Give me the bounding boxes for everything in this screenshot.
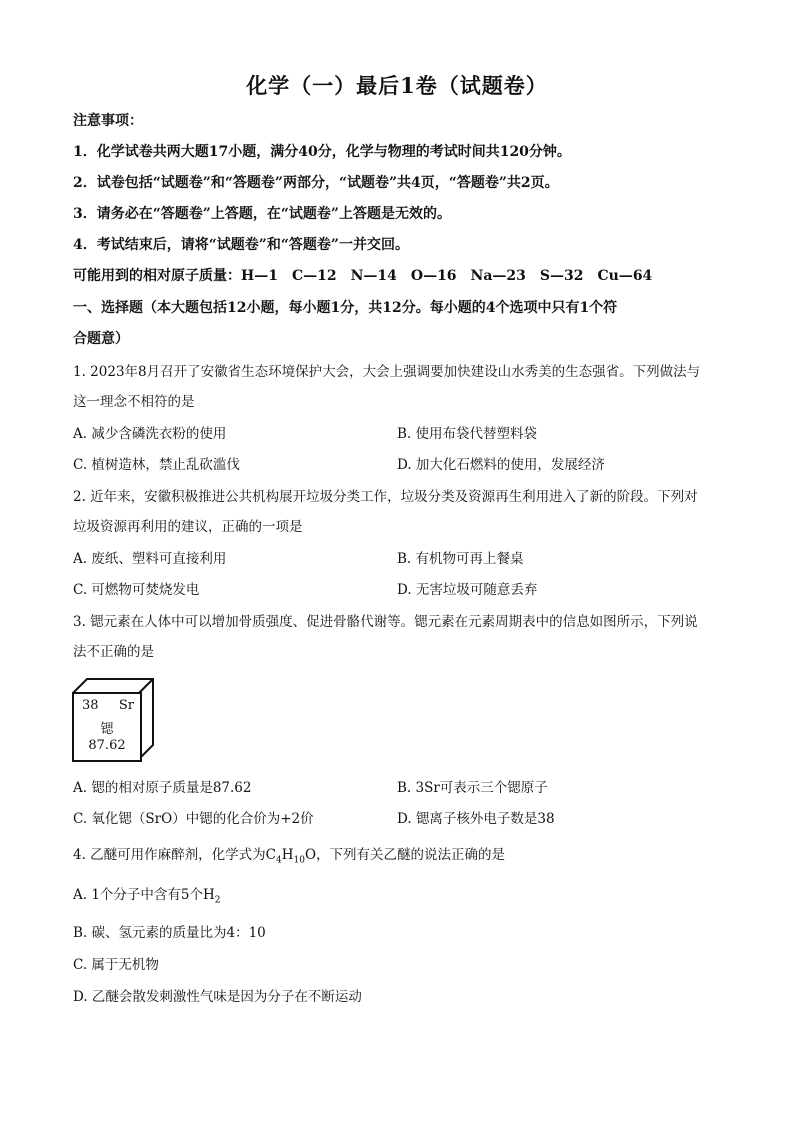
q1-stem-cont: 这一理念不相符的是 (73, 394, 195, 410)
q3-option-a: A. 锶的相对原子质量是87.62 (73, 780, 252, 796)
atomic-masses: 可能用到的相对原子质量：H—1 C—12 N—14 O—16 Na—23 S—32 Cu—64 (73, 268, 653, 284)
notice-item-1: 1．化学试卷共两大题17小题，满分40分，化学与物理的考试时间共120分钟。 (73, 144, 571, 160)
q2-option-a: A. 废纸、塑料可直接利用 (73, 551, 227, 567)
notice-item-2: 2．试卷包括“试题卷”和“答题卷”两部分，“试题卷”共4页，“答题卷”共2页。 (73, 175, 559, 191)
atomic-number: 38 (82, 698, 99, 713)
notice-item-4: 4．考试结束后，请将“试题卷”和“答题卷”一并交回。 (73, 237, 409, 253)
formula-c: C (265, 847, 277, 863)
atomic-mass: 87.62 (88, 738, 126, 753)
q4-option-c: C. 属于无机物 (73, 957, 159, 973)
q3-stem-cont: 法不正确的是 (73, 644, 154, 660)
notice-item-3: 3．请务必在“答题卷”上答题，在“试题卷”上答题是无效的。 (73, 206, 451, 222)
q2-option-b: B. 有机物可再上餐桌 (397, 551, 524, 567)
q1-option-a: A. 减少含磷洗衣粉的使用 (73, 426, 227, 442)
q3-stem: 3. 锶元素在人体中可以增加骨质强度、促进骨骼代谢等。锶元素在元素周期表中的信息如图所示，下列说 (73, 614, 698, 630)
page-title: 化学（一）最后1卷（试题卷） (246, 73, 548, 98)
notice-heading: 注意事项： (73, 113, 143, 129)
q1-option-c: C. 植树造林，禁止乱砍滥伐 (73, 457, 240, 473)
element-cell-figure (72, 678, 162, 760)
q4-option-a-h: H (203, 887, 215, 903)
section-heading: 一、选择题（本大题包括12小题，每小题1分，共12分。每小题的4个选项中只有1个符 (73, 300, 618, 316)
q3-option-d: D. 锶离子核外电子数是38 (397, 811, 555, 827)
element-cell (72, 692, 142, 762)
q4-option-d: D. 乙醚会散发刺激性气味是因为分子在不断运动 (73, 989, 362, 1005)
q4-option-b: B. 碳、氢元素的质量比为4：10 (73, 925, 266, 941)
q4-stem-post: ，下列有关乙醚的说法正确的是 (316, 847, 506, 863)
q2-option-d: D. 无害垃圾可随意丢弃 (397, 582, 538, 598)
q4-option-a (73, 883, 221, 906)
formula-o: O (304, 847, 317, 863)
q1-stem: 1. 2023年8月召开了安徽省生态环境保护大会，大会上强调要加快建设山水秀美的生态强省。下列做法与 (73, 364, 701, 380)
q3-option-c: C. 氧化锶（SrO）中锶的化合价为+2价 (73, 811, 314, 827)
q3-option-b: B. 3Sr可表示三个锶原子 (397, 780, 548, 796)
element-symbol: Sr (118, 698, 134, 713)
q4-stem (73, 843, 505, 866)
ether-formula (265, 847, 317, 866)
q2-stem-cont: 垃圾资源再利用的建议，正确的一项是 (73, 519, 303, 535)
q4-option-a-sub: 2 (214, 895, 221, 906)
formula-h-sub: 10 (293, 855, 305, 866)
formula-c-sub: 4 (276, 855, 282, 866)
section-heading-cont: 合题意） (73, 331, 129, 347)
q4-option-a-text: A. 1个分子中含有5个 (73, 887, 204, 903)
q4-stem-pre: 4. 乙醚可用作麻醉剂，化学式为 (73, 847, 266, 863)
formula-h: H (281, 847, 294, 863)
q1-option-b: B. 使用布袋代替塑料袋 (397, 426, 538, 442)
q1-option-d: D. 加大化石燃料的使用，发展经济 (397, 457, 605, 473)
q2-stem: 2. 近年来，安徽积极推进公共机构展开垃圾分类工作，垃圾分类及资源再生利用进入了新的阶段。下列对 (73, 489, 698, 505)
element-name: 锶 (100, 722, 114, 737)
q2-option-c: C. 可燃物可焚烧发电 (73, 582, 200, 598)
